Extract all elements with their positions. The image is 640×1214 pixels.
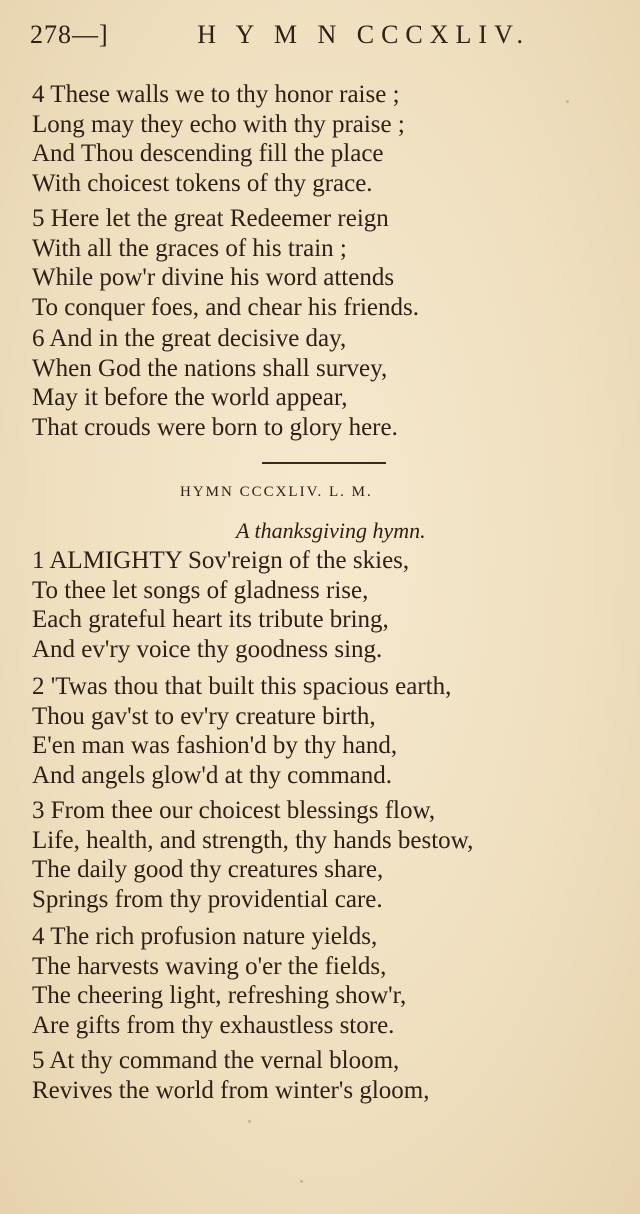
section-divider [262,462,386,464]
verse-line: 6 And in the great decisive day, [32,325,347,352]
stanza [32,1046,612,1105]
paper-speck [248,1120,251,1123]
stanza [32,796,612,914]
verse-line: May it before the world appear, [32,384,348,411]
verse-line: And ev'ry voice thy goodness sing. [32,635,383,663]
verse-line: 3 From thee our choicest blessings flow, [32,797,436,824]
verse-line: Each grateful heart its tribute bring, [32,606,389,633]
verse-line: 2 'Twas thou that built this spacious earth, [32,673,452,700]
verse-line: Are gifts from thy exhaustless store. [32,1011,395,1039]
stanza [32,80,612,198]
verse-line: And Thou descending fill the place [32,140,384,167]
stanza [32,204,612,322]
verse-line: Thou gav'st to ev'ry creature birth, [32,702,376,730]
verse-line: E'en man was fashion'd by thy hand, [32,732,398,759]
verse-line: Life, health, and strength, thy hands bestow, [32,826,474,854]
page-number: 278—] [30,20,109,49]
verse-line: To conquer foes, and chear his friends. [32,293,419,321]
hymn-caption: A thanksgiving hymn. [236,518,426,543]
verse-line: And angels glow'd at thy command. [32,761,392,789]
stanza [32,324,612,442]
verse-line: With all the graces of his train ; [32,234,347,262]
page-header [30,20,530,50]
paper-speck [566,100,569,103]
verse-line: 1 ALMIGHTY Sov'reign of the skies, [32,547,410,574]
stanza [32,922,612,1040]
verse-line: With choicest tokens of thy grace. [32,169,373,197]
verse-line: 5 At thy command the vernal bloom, [32,1047,400,1074]
verse-line: Springs from thy providential care. [32,885,383,913]
verse-line: Revives the world from winter's gloom, [32,1076,430,1104]
verse-line: The cheering light, refreshing show'r, [32,982,407,1009]
verse-line: When God the nations shall survey, [32,354,388,382]
hymn-heading: HYMN CCCXLIV. L. M. [180,484,373,500]
verse-line: The daily good thy creatures share, [32,856,384,883]
paper-speck [300,1180,303,1183]
verse-line: While pow'r divine his word attends [32,264,395,291]
verse-line: The harvests waving o'er the fields, [32,952,387,980]
verse-line: Long may they echo with thy praise ; [32,110,405,138]
stanza [32,672,612,790]
verse-line: That crouds were born to glory here. [32,413,398,441]
verse-line: To thee let songs of gladness rise, [32,576,369,604]
verse-line: 4 These walls we to thy honor raise ; [32,81,400,108]
running-title: H Y M N CCCXLIV. [197,20,530,49]
verse-line: 4 The rich profusion nature yields, [32,923,378,950]
stanza [32,546,612,664]
verse-line: 5 Here let the great Redeemer reign [32,205,389,232]
